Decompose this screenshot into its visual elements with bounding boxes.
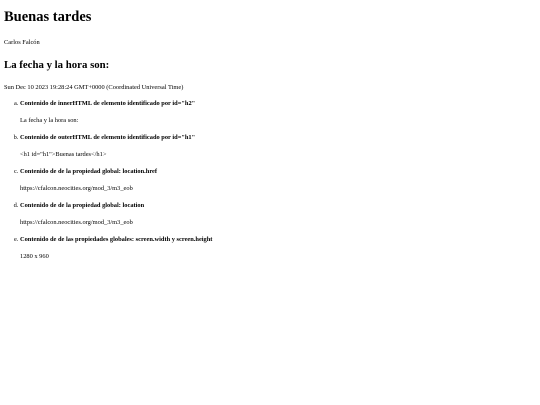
greeting-heading: Buenas tardes — [4, 9, 92, 25]
section-title: a. Contenido de innerHTML de elemento identificado por id="h2" — [20, 100, 196, 107]
sections-list — [4, 100, 540, 261]
list-item — [20, 168, 540, 193]
section-value: 1280 x 960 — [20, 253, 49, 260]
datetime-text: Sun Dec 10 2023 19:28:24 GMT+0000 (Coordinated Universal Time) — [4, 84, 184, 91]
section-title: c. Contenido de de la propiedad global: location.href — [20, 168, 157, 175]
section-title: b. Contenido de outerHTML de elemento identificado por id="h1" — [20, 134, 196, 141]
section-value: La fecha y la hora son: — [20, 117, 79, 124]
section-value: <h1 id="h1">Buenas tardes</h1> — [20, 151, 107, 158]
author-name: Carlos Falcón — [4, 39, 40, 46]
list-item — [20, 202, 540, 227]
list-item — [20, 236, 540, 261]
list-item — [20, 100, 540, 125]
section-value: https://cfalcon.neocities.org/mod_3/m3_eob — [20, 219, 133, 226]
section-value: https://cfalcon.neocities.org/mod_3/m3_eob — [20, 185, 133, 192]
date-heading: La fecha y la hora son: — [4, 59, 110, 71]
list-item — [20, 134, 540, 159]
section-title: e. Contenido de de las propiedades globales: screen.width y screen.height — [20, 236, 213, 243]
section-title: d. Contenido de de la propiedad global: location — [20, 202, 145, 209]
